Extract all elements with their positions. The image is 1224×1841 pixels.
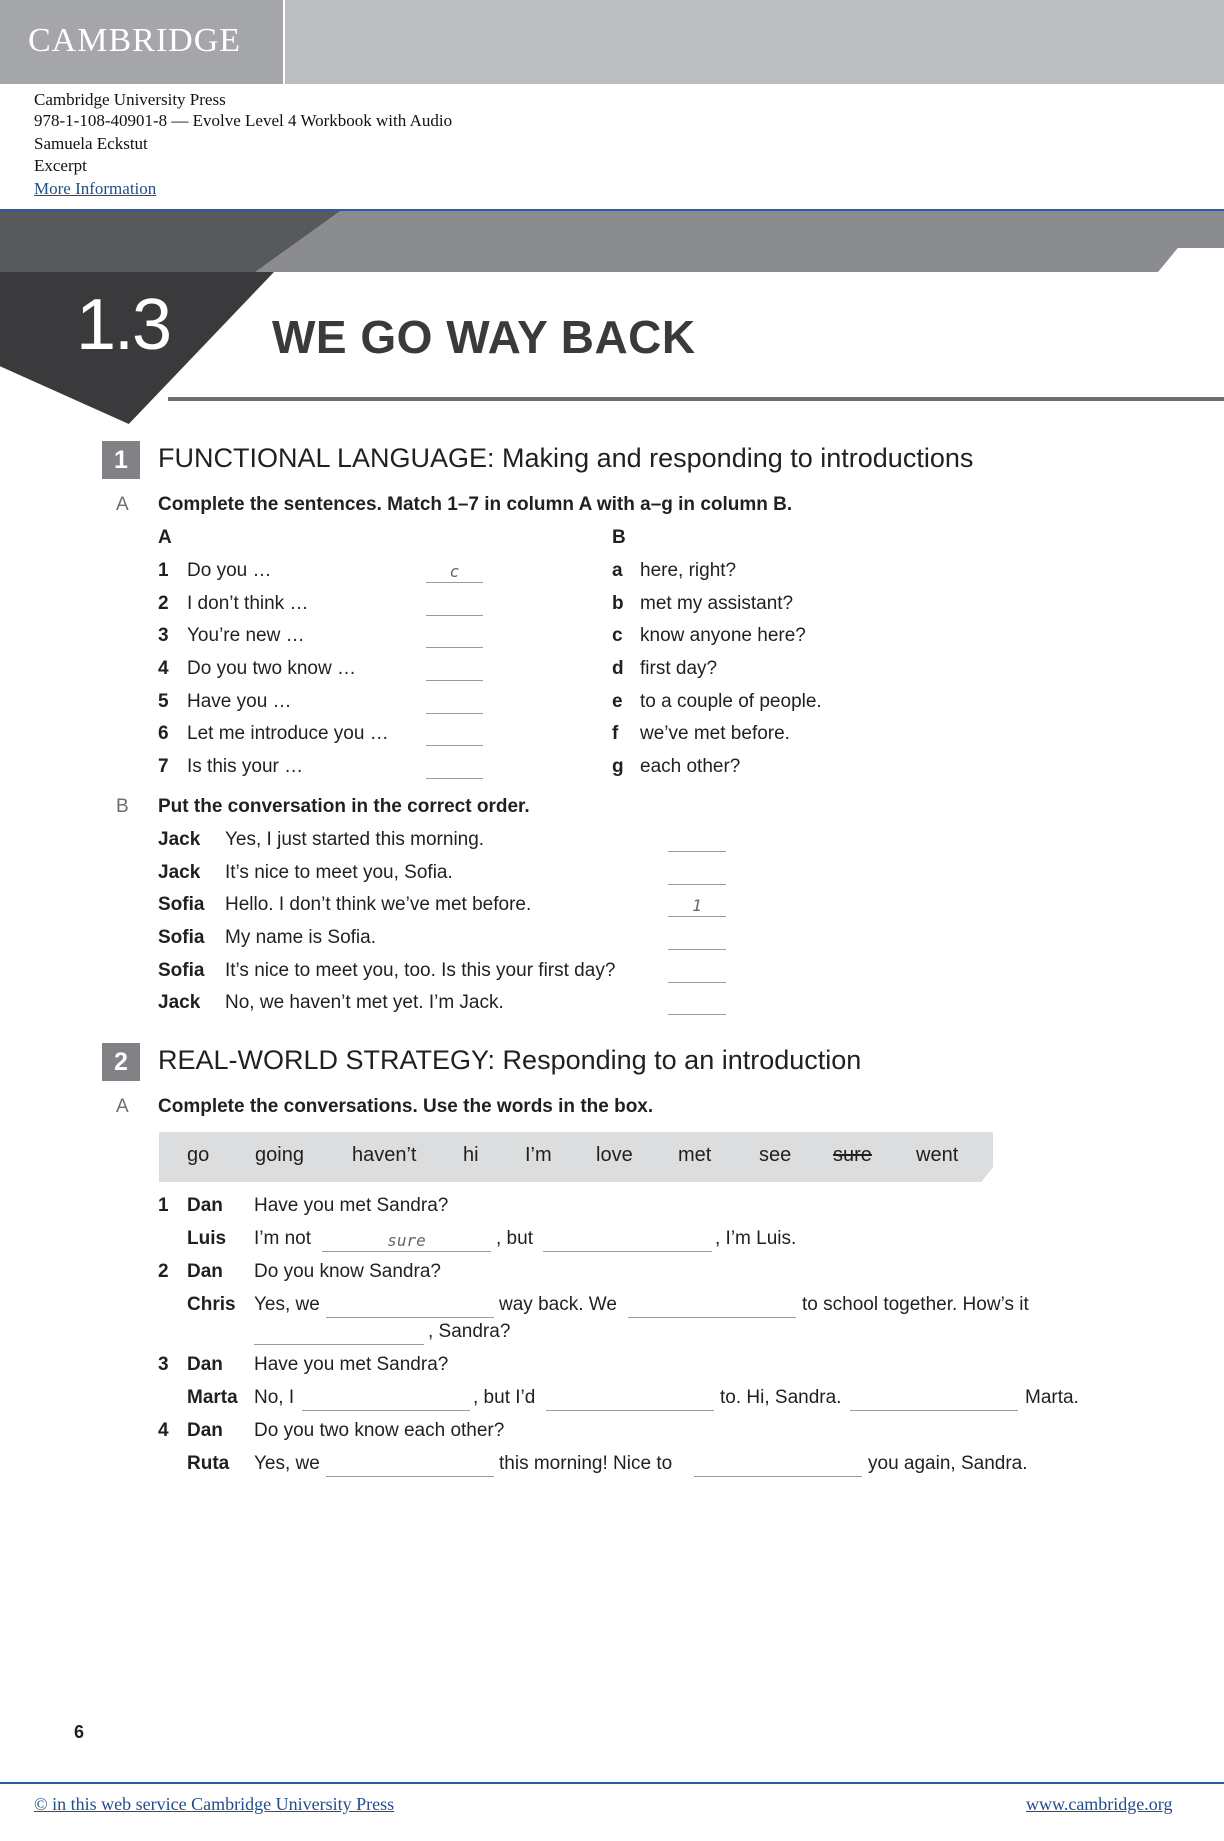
item-text: Have you … xyxy=(187,691,292,712)
answer-text: sure xyxy=(387,1231,426,1250)
word-box-item: sure xyxy=(833,1144,872,1166)
publisher: Cambridge University Press xyxy=(34,90,226,109)
order-answer-blank[interactable] xyxy=(668,1014,726,1015)
section-2-part-a-letter: A xyxy=(116,1096,129,1117)
order-answer-blank[interactable] xyxy=(668,884,726,885)
section-2-number: 2 xyxy=(102,1043,140,1081)
word-box-item: hi xyxy=(463,1144,479,1166)
item-number: 5 xyxy=(158,691,169,712)
column-b-header: B xyxy=(612,527,626,548)
dialogue-text: , I’m Luis. xyxy=(715,1228,797,1249)
dialogue-text: I’m not xyxy=(254,1228,312,1249)
option-text: here, right? xyxy=(640,560,737,581)
section-1-number: 1 xyxy=(102,441,140,479)
section-1-title: FUNCTIONAL LANGUAGE: Making and responding to introductions xyxy=(158,443,974,473)
conversation-number: 3 xyxy=(158,1354,169,1375)
answer-text: c xyxy=(449,562,460,581)
dialogue-line: Hello. I don’t think we’ve met before. xyxy=(225,894,532,915)
word-box-item: see xyxy=(759,1144,792,1166)
option-text: know anyone here? xyxy=(640,625,806,646)
speaker-name: Chris xyxy=(187,1294,236,1315)
dialogue-line: It’s nice to meet you, Sofia. xyxy=(225,862,453,883)
speaker-name: Dan xyxy=(187,1261,223,1282)
speaker-name: Ruta xyxy=(187,1453,230,1474)
gap-blank[interactable] xyxy=(543,1251,712,1252)
conversation-number: 2 xyxy=(158,1261,169,1282)
order-answer-blank[interactable] xyxy=(668,949,726,950)
section-2-part-a-instruction: Complete the conversations. Use the words in the box. xyxy=(158,1096,654,1117)
dialogue-text: to. Hi, Sandra. xyxy=(720,1387,842,1408)
gap-blank[interactable] xyxy=(322,1231,491,1252)
isbn-title: 978-1-108-40901-8 — Evolve Level 4 Workbook with Audio xyxy=(34,111,453,130)
unit-title: WE GO WAY BACK xyxy=(272,311,696,363)
speaker-name: Sofia xyxy=(158,960,205,981)
match-answer-blank[interactable] xyxy=(426,713,483,714)
dialogue-text: way back. We xyxy=(499,1294,617,1315)
gap-blank[interactable] xyxy=(326,1476,494,1477)
word-box-item: I’m xyxy=(525,1144,552,1166)
dialogue-text: No, I xyxy=(254,1387,295,1408)
item-text: Do you two know … xyxy=(187,658,356,679)
dialogue-text: , but xyxy=(496,1228,533,1249)
word-box-item: go xyxy=(187,1144,210,1166)
speaker-name: Jack xyxy=(158,992,201,1013)
item-number: 3 xyxy=(158,625,169,646)
option-text: we’ve met before. xyxy=(640,723,790,744)
dialogue-text: this morning! Nice to xyxy=(499,1453,673,1474)
dialogue-text: , but I’d xyxy=(473,1387,536,1408)
gap-blank[interactable] xyxy=(326,1317,494,1318)
footer-divider xyxy=(0,1782,1224,1784)
match-answer-blank[interactable] xyxy=(426,745,483,746)
match-answer-blank[interactable] xyxy=(426,680,483,681)
title-rule xyxy=(168,397,1224,401)
word-box-item: going xyxy=(255,1144,304,1166)
order-answer-blank[interactable] xyxy=(668,851,726,852)
option-letter: d xyxy=(612,658,624,679)
answer-text: 1 xyxy=(692,896,702,915)
dialogue-line: Do you know Sandra? xyxy=(254,1261,441,1282)
page-number: 6 xyxy=(74,1722,85,1742)
match-answer-blank[interactable] xyxy=(426,562,483,583)
option-text: first day? xyxy=(640,658,718,679)
section-2-title: REAL-WORLD STRATEGY: Responding to an introduction xyxy=(158,1045,862,1075)
conversation-number: 1 xyxy=(158,1195,169,1216)
option-letter: f xyxy=(612,723,619,744)
item-number: 1 xyxy=(158,560,169,581)
section-1-part-a-letter: A xyxy=(116,494,129,515)
item-text: Do you … xyxy=(187,560,272,581)
speaker-name: Marta xyxy=(187,1387,238,1408)
speaker-name: Jack xyxy=(158,862,201,883)
cambridge-logo: CAMBRIDGE xyxy=(28,22,242,59)
speaker-name: Luis xyxy=(187,1228,227,1249)
unit-number: 1.3 xyxy=(76,285,171,365)
dialogue-line: No, we haven’t met yet. I’m Jack. xyxy=(225,992,504,1013)
item-number: 7 xyxy=(158,756,169,777)
option-letter: a xyxy=(612,560,623,581)
speaker-name: Jack xyxy=(158,829,201,850)
item-text: I don’t think … xyxy=(187,593,309,614)
gap-blank[interactable] xyxy=(694,1476,862,1477)
order-answer-blank[interactable] xyxy=(668,982,726,983)
column-a-header: A xyxy=(158,527,172,548)
option-letter: c xyxy=(612,625,623,646)
option-letter: e xyxy=(612,691,623,712)
match-answer-blank[interactable] xyxy=(426,778,483,779)
copyright-link[interactable]: © in this web service Cambridge University Press xyxy=(34,1794,395,1814)
dialogue-text: to school together. How’s it xyxy=(802,1294,1029,1315)
dialogue-text: Yes, we xyxy=(254,1294,320,1315)
item-number: 2 xyxy=(158,593,169,614)
speaker-name: Sofia xyxy=(158,894,205,915)
dialogue-text: Yes, we xyxy=(254,1453,320,1474)
speaker-name: Sofia xyxy=(158,927,205,948)
order-answer-blank[interactable] xyxy=(668,896,726,917)
item-text: Let me introduce you … xyxy=(187,723,389,744)
dialogue-line: Yes, I just started this morning. xyxy=(225,829,485,850)
dialogue-line: Have you met Sandra? xyxy=(254,1354,449,1375)
conversation-number: 4 xyxy=(158,1420,169,1441)
dialogue-text: Marta. xyxy=(1025,1387,1079,1408)
dialogue-text: , Sandra? xyxy=(428,1321,511,1342)
match-answer-blank[interactable] xyxy=(426,647,483,648)
section-1-part-b-instruction: Put the conversation in the correct order. xyxy=(158,796,530,817)
item-number: 6 xyxy=(158,723,169,744)
dialogue-line: Do you two know each other? xyxy=(254,1420,505,1441)
author: Samuela Eckstut xyxy=(34,134,148,153)
gap-blank[interactable] xyxy=(546,1410,714,1411)
dialogue-line: Have you met Sandra? xyxy=(254,1195,449,1216)
gap-blank[interactable] xyxy=(302,1410,470,1411)
dialogue-text: you again, Sandra. xyxy=(868,1453,1028,1474)
section-1-part-a-instruction: Complete the sentences. Match 1–7 in column A with a–g in column B. xyxy=(158,494,793,515)
dialogue-line: It’s nice to meet you, too. Is this your first day? xyxy=(225,960,616,981)
section-1-part-b-letter: B xyxy=(116,796,129,817)
word-box-item: went xyxy=(916,1144,959,1166)
word-box-item: love xyxy=(596,1144,633,1166)
match-answer-blank[interactable] xyxy=(426,615,483,616)
option-text: each other? xyxy=(640,756,741,777)
item-number: 4 xyxy=(158,658,169,679)
item-text: Is this your … xyxy=(187,756,304,777)
word-box-item: met xyxy=(678,1144,712,1166)
dialogue-line: My name is Sofia. xyxy=(225,927,376,948)
word-box-item: haven’t xyxy=(352,1144,417,1166)
speaker-name: Dan xyxy=(187,1420,223,1441)
gap-blank[interactable] xyxy=(850,1410,1018,1411)
speaker-name: Dan xyxy=(187,1354,223,1375)
speaker-name: Dan xyxy=(187,1195,223,1216)
gap-blank[interactable] xyxy=(254,1344,424,1345)
item-text: You’re new … xyxy=(187,625,305,646)
option-letter: g xyxy=(612,756,624,777)
more-information-link[interactable]: More Information xyxy=(34,179,157,198)
cambridge-website-link[interactable]: www.cambridge.org xyxy=(1026,1794,1173,1814)
option-text: to a couple of people. xyxy=(640,691,822,712)
option-text: met my assistant? xyxy=(640,593,794,614)
excerpt-label: Excerpt xyxy=(34,156,87,175)
option-letter: b xyxy=(612,593,624,614)
gap-blank[interactable] xyxy=(628,1317,796,1318)
